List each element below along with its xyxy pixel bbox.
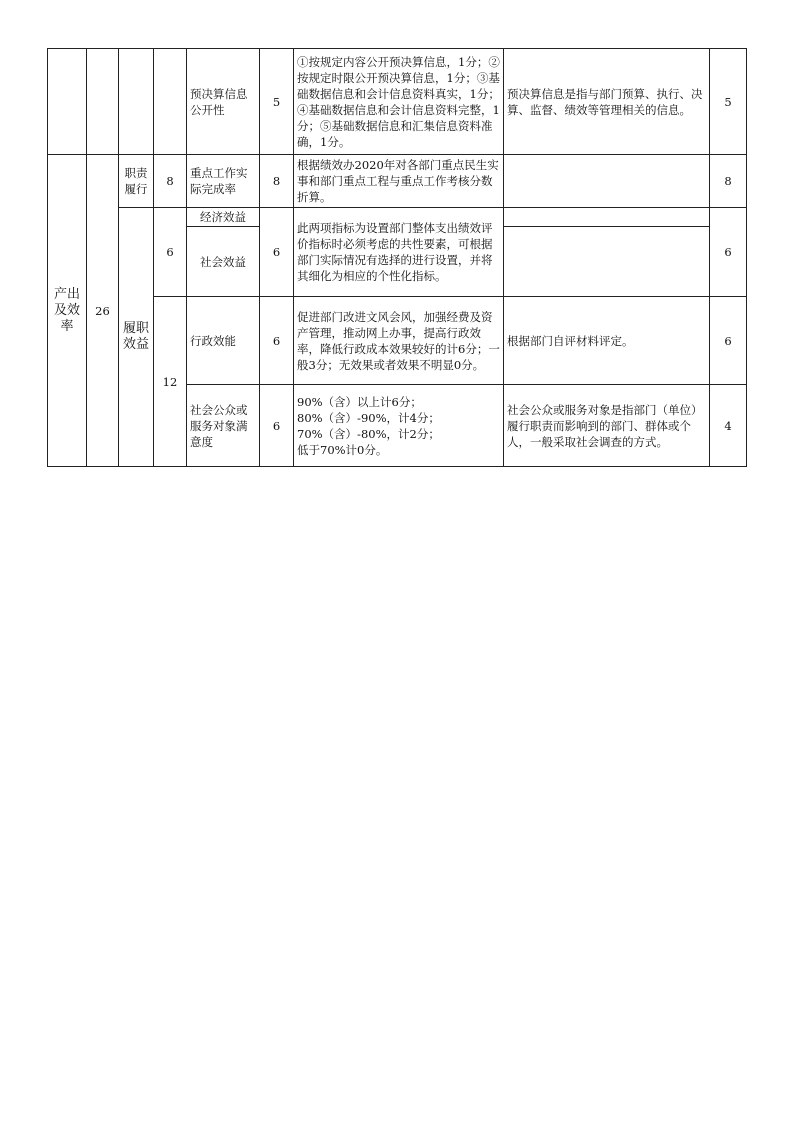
indicator-name: 预决算信息公开性 [187, 49, 260, 155]
indicator-note [504, 155, 710, 208]
indicator-name: 社会效益 [187, 227, 260, 297]
table-row [48, 155, 747, 208]
scoring-criteria: 促进部门改进文风会风，加强经费及资产管理，推动网上办事，提高行政效率，降低行政成本效果较好的计6分；一般3分；无效果或者效果不明显0分。 [294, 297, 504, 385]
indicator-note: 预决算信息是指与部门预算、执行、决算、监督、绩效等管理相关的信息。 [504, 49, 710, 155]
scoring-criteria: 此两项指标为设置部门整体支出绩效评价指标时必须考虑的共性要素，可根据部门实际情况有选择的进行设置，并将其细化为相应的个性化指标。 [294, 208, 504, 297]
level1-cell-empty [48, 49, 87, 155]
indicator-weight: 6 [260, 208, 294, 297]
level2-indicator: 职责履行 [119, 155, 154, 208]
indicator-weight: 6 [260, 297, 294, 385]
scoring-criteria: ①按规定内容公开预决算信息，1分；②按规定时限公开预决算信息，1分；③基础数据信息和会计信息资料真实，1分；④基础数据信息和会计信息资料完整，1分；⑤基础数据信息和汇集信息资料准确，1分。 [294, 49, 504, 155]
level1-indicator: 产出及效率 [48, 155, 87, 467]
score: 6 [710, 297, 747, 385]
level1-weight-cell-empty [87, 49, 119, 155]
indicator-note: 社会公众或服务对象是指部门（单位）履行职责而影响到的部门、群体或个人，一般采取社会调查的方式。 [504, 385, 710, 467]
criteria-line: 80%（含）-90%，计4分； [297, 410, 440, 425]
criteria-line: 低于70%计0分。 [297, 442, 388, 457]
indicator-name: 重点工作实际完成率 [187, 155, 260, 208]
score: 6 [710, 208, 747, 297]
score: 4 [710, 385, 747, 467]
criteria-line: 70%（含）-80%，计2分； [297, 426, 440, 441]
indicator-weight: 8 [260, 155, 294, 208]
level3-weight: 6 [154, 208, 187, 297]
level2-indicator: 履职效益 [119, 208, 154, 467]
indicator-weight: 5 [260, 49, 294, 155]
indicator-note: 根据部门自评材料评定。 [504, 297, 710, 385]
scoring-criteria [294, 385, 504, 467]
criteria-line: 90%（含）以上计6分； [297, 394, 422, 409]
indicator-name: 社会公众或服务对象满意度 [187, 385, 260, 467]
level2-weight: 8 [154, 155, 187, 208]
level2-weight-cell-empty [154, 49, 187, 155]
table-row [48, 208, 747, 227]
evaluation-table [47, 48, 747, 467]
score: 5 [710, 49, 747, 155]
scoring-criteria: 根据绩效办2020年对各部门重点民生实事和部门重点工程与重点工作考核分数折算。 [294, 155, 504, 208]
indicator-note [504, 227, 710, 297]
indicator-name: 经济效益 [187, 208, 260, 227]
level1-weight: 26 [87, 155, 119, 467]
score: 8 [710, 155, 747, 208]
indicator-weight: 6 [260, 385, 294, 467]
indicator-note [504, 208, 710, 227]
level3-weight: 12 [154, 297, 187, 467]
level2-cell-empty [119, 49, 154, 155]
table-row [48, 49, 747, 155]
indicator-name: 行政效能 [187, 297, 260, 385]
